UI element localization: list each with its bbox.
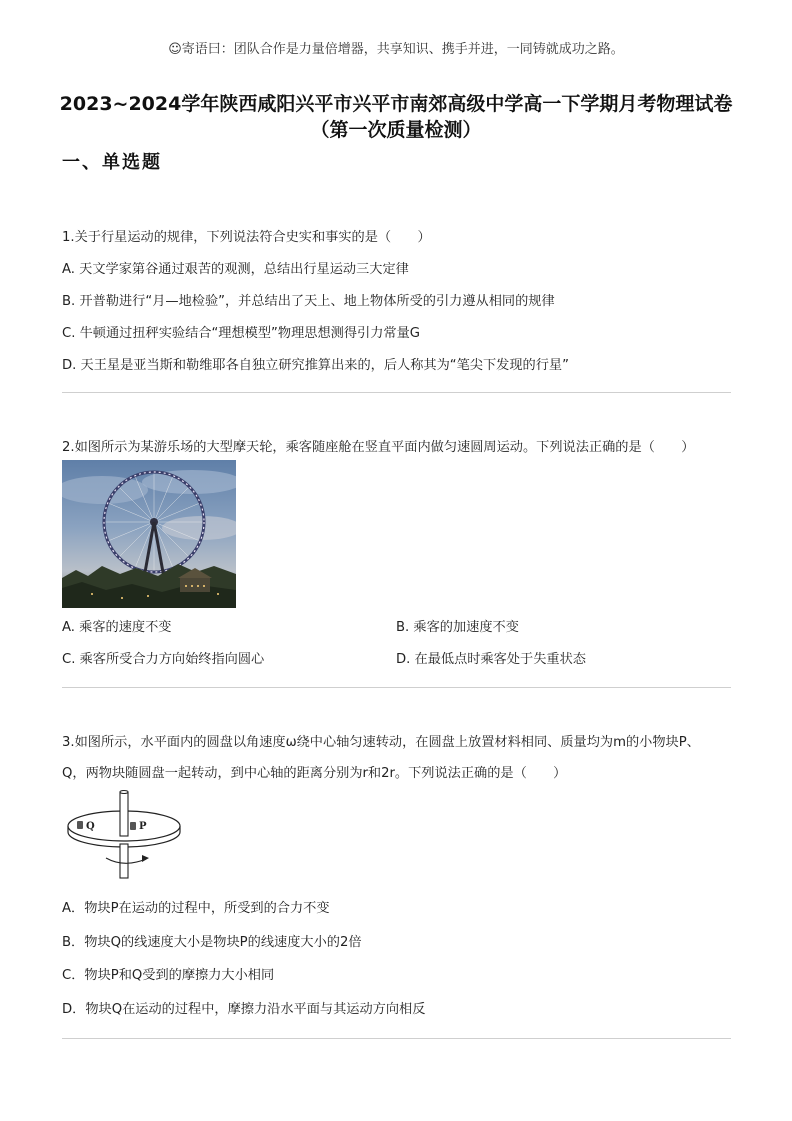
ferris-wheel-photo xyxy=(62,460,236,608)
question-1-stem: 1.关于行星运动的规律，下列说法符合史实和事实的是（ ） xyxy=(62,230,431,245)
rotating-disc-diagram xyxy=(62,788,187,884)
divider xyxy=(62,392,731,393)
exam-subtitle: （第一次质量检测） xyxy=(310,119,482,141)
question-2-option-b: B. 乘客的加速度不变 xyxy=(396,620,519,635)
question-3-stem-line1: 3.如图所示，水平面内的圆盘以角速度ω绕中心轴匀速转动，在圆盘上放置材料相同、质量均为m的小物块P、 xyxy=(62,735,700,750)
block-q-label: Q xyxy=(86,821,95,832)
question-1-option-b: B. 开普勒进行“月—地检验”，并总结出了天上、地上物体所受的引力遵从相同的规律 xyxy=(62,294,555,309)
divider xyxy=(62,1038,731,1039)
question-1-option-a: A. 天文学家第谷通过艰苦的观测，总结出行星运动三大定律 xyxy=(62,262,409,277)
question-1-option-c: C. 牛顿通过扭秤实验结合“理想模型”物理思想测得引力常量G xyxy=(62,326,420,341)
question-1-option-d: D. 天王星是亚当斯和勒维耶各自独立研究推算出来的，后人称其为“笔尖下发现的行星” xyxy=(62,358,569,373)
motto-line: ☺寄语曰：团队合作是力量倍增器，共享知识、携手并进，一同铸就成功之路。 xyxy=(168,42,624,57)
question-2-stem: 2.如图所示为某游乐场的大型摩天轮，乘客随座舱在竖直平面内做匀速圆周运动。下列说法正确的是（ ） xyxy=(62,440,695,455)
question-2-option-a: A. 乘客的速度不变 xyxy=(62,620,172,635)
question-3-stem-line2: Q，两物块随圆盘一起转动，到中心轴的距离分别为r和2r。下列说法正确的是（ ） xyxy=(62,766,567,781)
question-3-option-c: C．物块P和Q受到的摩擦力大小相同 xyxy=(62,968,275,983)
question-2-option-c: C. 乘客所受合力方向始终指向圆心 xyxy=(62,652,265,667)
divider xyxy=(62,687,731,688)
question-3-option-d: D．物块Q在运动的过程中，摩擦力沿水平面与其运动方向相反 xyxy=(62,1002,426,1017)
exam-title: 2023~2024学年陕西咸阳兴平市兴平市南郊高级中学高一下学期月考物理试卷 xyxy=(59,93,733,115)
question-2-option-d: D. 在最低点时乘客处于失重状态 xyxy=(396,652,586,667)
question-3-option-a: A．物块P在运动的过程中，所受到的合力不变 xyxy=(62,901,330,916)
section-heading: 一、单选题 xyxy=(62,152,162,173)
question-3-option-b: B．物块Q的线速度大小是物块P的线速度大小的2倍 xyxy=(62,935,362,950)
block-p-label: P xyxy=(139,821,147,832)
